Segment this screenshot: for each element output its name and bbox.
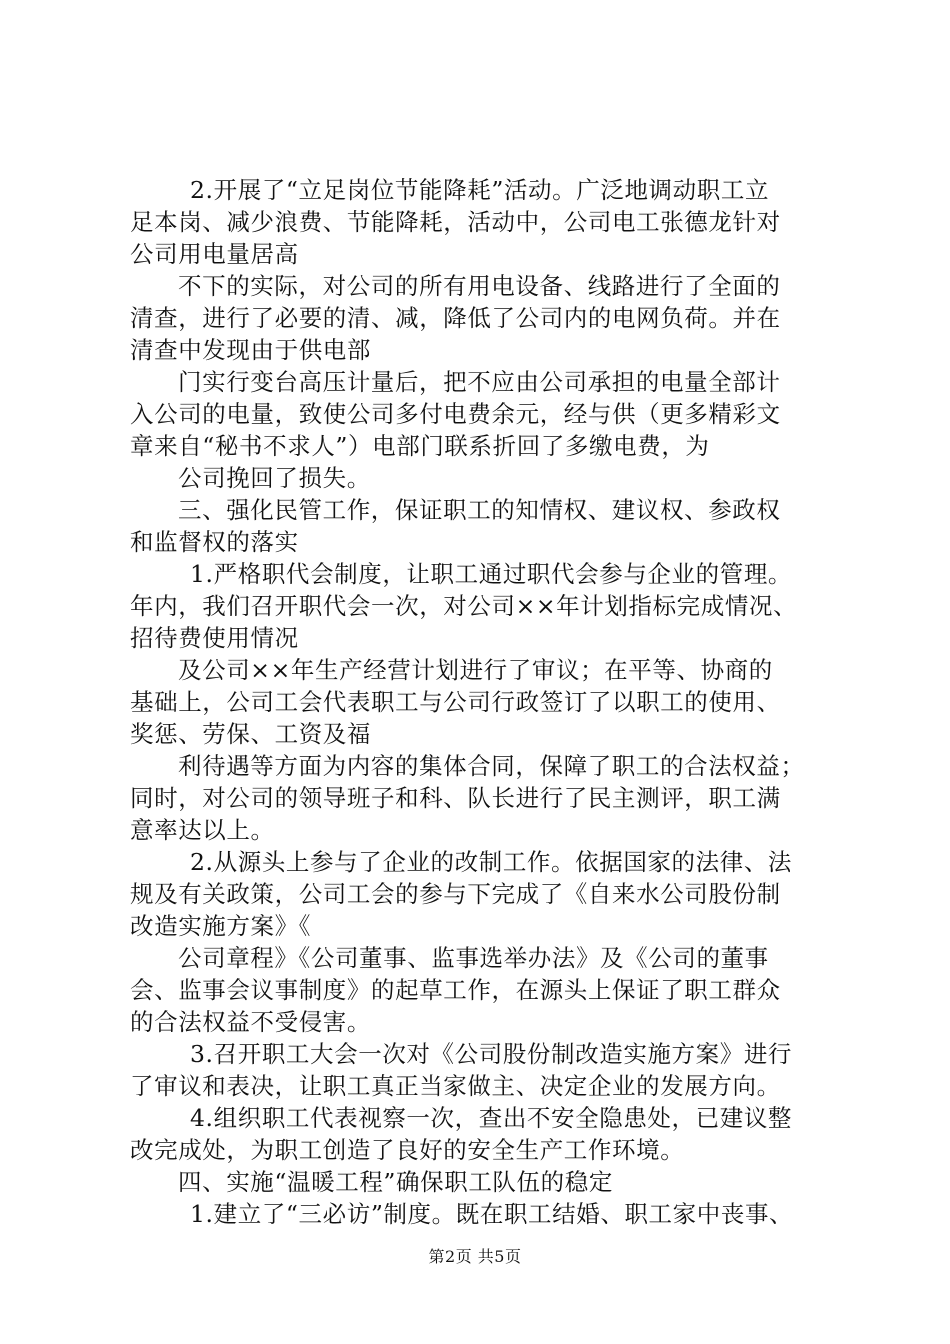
section-heading: 三、强化民管工作，保证职工的知情权、建议权、参政权 (178, 496, 781, 524)
text-line: 入公司的电量，致使公司多付电费余元，经与供（更多精彩文 (130, 400, 781, 428)
text-line: 规及有关政策，公司工会的参与下完成了《自来水公司股份制 (130, 880, 781, 908)
text-line: 公司章程》《公司董事、监事选举办法》及《公司的董事 (178, 944, 769, 972)
text-line: 基础上，公司工会代表职工与公司行政签订了以职工的使用、 (130, 688, 781, 716)
text-line: 足本岗、减少浪费、节能降耗，活动中，公司电工张德龙针对 (130, 208, 781, 236)
text-line: 奖惩、劳保、工资及福 (130, 720, 371, 748)
text-line: 会、监事会议事制度》的起草工作，在源头上保证了职工群众 (130, 976, 781, 1004)
text-line: 1.严格职代会制度，让职工通过职代会参与企业的管理。 (190, 560, 793, 588)
section-heading: 四、实施“温暖工程”确保职工队伍的稳定 (178, 1168, 613, 1196)
text-line: 门实行变台高压计量后，把不应由公司承担的电量全部计 (178, 368, 781, 396)
text-line: 清查中发现由于供电部 (130, 336, 371, 364)
text-line: 同时，对公司的领导班子和科、队长进行了民主测评，职工满 (130, 784, 781, 812)
text-line: 3.召开职工大会一次对《公司股份制改造实施方案》进行 (190, 1040, 793, 1068)
text-line: 2.开展了“立足岗位节能降耗”活动。广泛地调动职工立 (190, 176, 770, 204)
text-line: 1.建立了“三必访”制度。既在职工结婚、职工家中丧事、 (190, 1200, 794, 1228)
text-line: 2.从源头上参与了企业的改制工作。依据国家的法律、法 (190, 848, 793, 876)
page-number-label: 第2页 共5页 (428, 1247, 522, 1266)
text-line: 了审议和表决，让职工真正当家做主、决定企业的发展方向。 (130, 1072, 781, 1100)
text-line: 利待遇等方面为内容的集体合同，保障了职工的合法权益； (178, 752, 805, 780)
text-line: 的合法权益不受侵害。 (130, 1008, 371, 1036)
text-line: 公司挽回了损失。 (178, 464, 371, 492)
text-line: 年内，我们召开职代会一次，对公司××年计划指标完成情况、 (130, 592, 798, 620)
text-line: 意率达以上。 (130, 816, 275, 844)
text-line: 清查，进行了必要的清、减，降低了公司内的电网负荷。并在 (130, 304, 781, 332)
page-footer (0, 1247, 950, 1267)
text-line: 改造实施方案》《 (130, 912, 312, 940)
text-line: 改完成处，为职工创造了良好的安全生产工作环境。 (130, 1136, 685, 1164)
text-line: 及公司××年生产经营计划进行了审议；在平等、协商的 (178, 656, 773, 684)
text-line: 不下的实际，对公司的所有用电设备、线路进行了全面的 (178, 272, 781, 300)
text-line: 章来自“秘书不求人”）电部门联系折回了多缴电费，为 (130, 432, 710, 460)
text-line: 和监督权的落实 (130, 528, 299, 556)
text-line: 公司用电量居高 (130, 240, 299, 268)
text-line: 招待费使用情况 (130, 624, 299, 652)
text-line: 4.组织职工代表视察一次，查出不安全隐患处，已建议整 (190, 1104, 793, 1132)
